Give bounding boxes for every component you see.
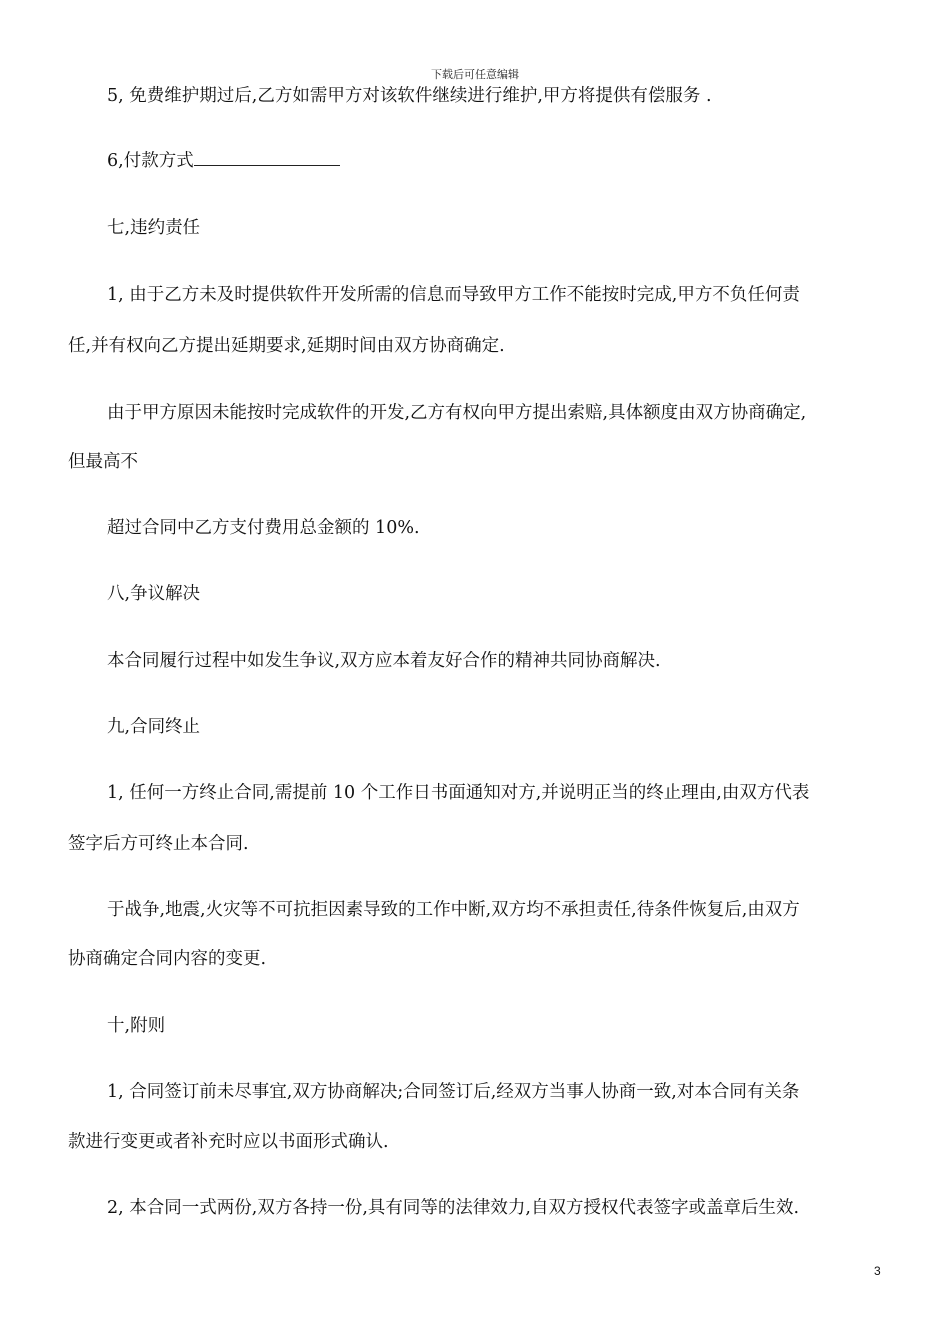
breach-clause-2-line2: 但最高不 [68, 452, 138, 472]
payment-method-label: 6,付款方式 [107, 151, 194, 171]
header-note: 下载后可任意编辑 [431, 68, 519, 81]
appendix-clause-1-line1: 1, 合同签订前未尽事宜,双方协商解决;合同签订后,经双方当事人协商一致,对本合同有关条 [107, 1082, 800, 1102]
appendix-clause-2: 2, 本合同一式两份,双方各持一份,具有同等的法律效力,自双方授权代表签字或盖章后生效. [107, 1198, 800, 1218]
page-number: 3 [874, 1264, 881, 1278]
termination-clause-1-line1: 1, 任何一方终止合同,需提前 10 个工作日书面通知对方,并说明正当的终止理由,由双方代表 [107, 783, 810, 803]
termination-clause-1-line2: 签字后方可终止本合同. [68, 834, 249, 854]
dispute-clause: 本合同履行过程中如发生争议,双方应本着友好合作的精神共同协商解决. [107, 651, 661, 671]
section-heading-breach: 七,违约责任 [107, 218, 201, 238]
section-heading-appendix: 十,附则 [107, 1016, 166, 1036]
breach-clause-2-line1: 由于甲方原因未能按时完成软件的开发,乙方有权向甲方提出索赔,具体额度由双方协商确定, [107, 403, 807, 423]
termination-clause-2-line1: 于战争,地震,火灾等不可抗拒因素导致的工作中断,双方均不承担责任,待条件恢复后,由双方 [107, 900, 800, 920]
breach-clause-1-line2: 任,并有权向乙方提出延期要求,延期时间由双方协商确定. [68, 336, 505, 356]
termination-clause-2-line2: 协商确定合同内容的变更. [68, 949, 267, 969]
payment-method-blank [194, 149, 340, 166]
appendix-clause-1-line2: 款进行变更或者补充时应以书面形式确认. [68, 1132, 389, 1152]
payment-method-line [107, 149, 340, 173]
section-heading-dispute: 八,争议解决 [107, 584, 201, 604]
breach-clause-2-line3: 超过合同中乙方支付费用总金额的 10%. [107, 518, 420, 538]
section-heading-termination: 九,合同终止 [107, 717, 201, 737]
breach-clause-1-line1: 1, 由于乙方未及时提供软件开发所需的信息而导致甲方工作不能按时完成,甲方不负任何责 [107, 285, 800, 305]
maintenance-clause-5: 5, 免费维护期过后,乙方如需甲方对该软件继续进行维护,甲方将提供有偿服务 . [107, 86, 712, 106]
